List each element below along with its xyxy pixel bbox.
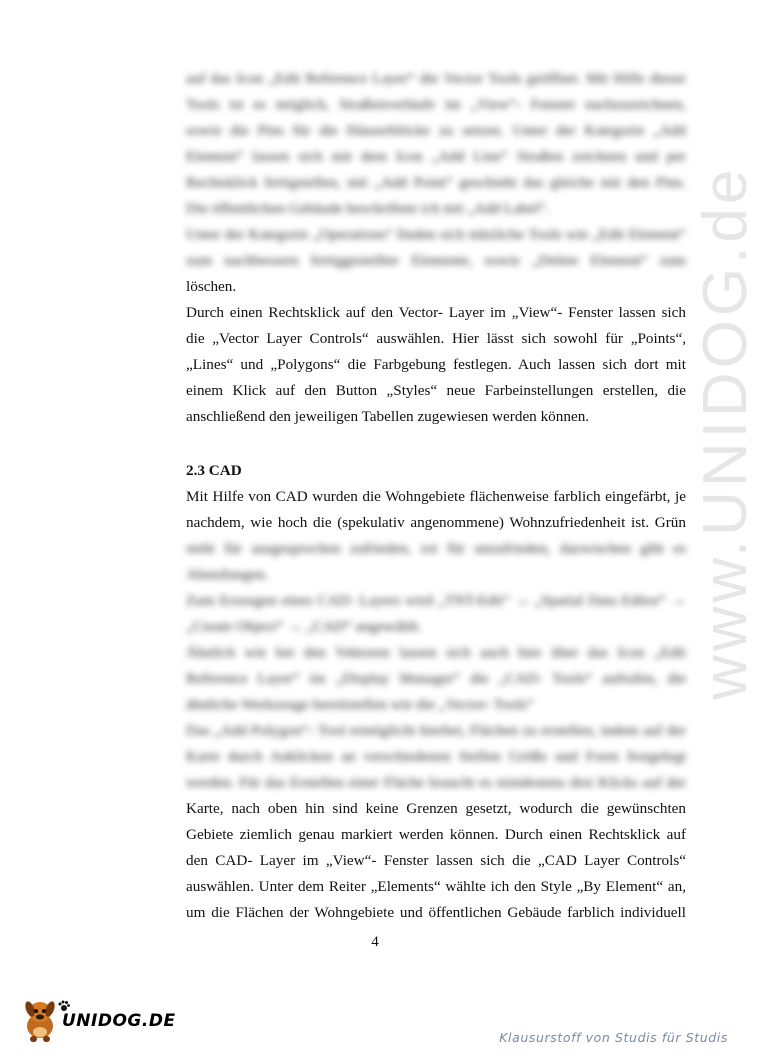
blurred-line: Die öffentlichen Gebäude beschriftete ich mit „Add Label“.	[186, 200, 550, 217]
blurred-line: Rechtsklick fertigstellen, mit „Add Point“ geschieht das gleiche mit den Pins.	[186, 174, 686, 191]
body-line: auswählen. Unter dem Reiter „Elements“ wählte ich den Style „By Element“ an,	[186, 878, 686, 895]
body-line: die „Vector Layer Controls“ auswählen. Hier lässt sich sowohl für „Points“,	[186, 330, 686, 347]
blurred-line: Element“ lassen sich mit dem Icon „Add Line“ Straßen zeichnen und per	[186, 148, 686, 165]
logo-text: UNIDOG.DE	[62, 1011, 176, 1031]
blurred-line: Zum Erzeugen eines CAD- Layers wird „TNT-Edit“ → „Spatial Data Editor“ →	[186, 592, 686, 609]
blurred-line: werden. Für das Erstellen einer Fläche braucht es mindestens drei Klicks auf der	[186, 774, 686, 791]
body-line: löschen.	[186, 278, 237, 295]
body-line: Durch einen Rechtsklick auf den Vector- Layer im „View“- Fenster lassen sich	[186, 304, 686, 321]
body-line: einem Klick auf den Button „Styles“ neue Farbeinstellungen erstellen, die	[186, 382, 686, 399]
body-line: um die Flächen der Wohngebiete und öffentlichen Gebäude farblich individuell	[186, 904, 686, 921]
section-2-text	[186, 458, 686, 926]
body-line: Karte, nach oben hin sind keine Grenzen gesetzt, wodurch die gewünschten	[186, 800, 686, 817]
body-line: den CAD- Layer im „View“- Fenster lassen sich die „CAD Layer Controls“	[186, 852, 686, 869]
page-number: 4	[371, 934, 379, 950]
body-line: anschließend den jeweiligen Tabellen zugewiesen werden können.	[186, 408, 590, 425]
body-line: Gebiete ziemlich genau markiert werden können. Durch einen Rechtsklick auf	[186, 826, 686, 843]
blurred-line: Abstufungen.	[186, 566, 269, 583]
blurred-line: steht für ausgesprochen zufrieden, rot für unzufrieden, dazwischen gibt es	[186, 540, 686, 557]
blurred-line: zum nachbessern fertiggestellter Elemente, sowie „Delete Element“ zum	[186, 252, 686, 269]
blurred-line: Unter der Kategorie „Operations“ finden sich nützliche Tools wie „Edit Element“	[186, 226, 686, 243]
dog-mascot-icon	[18, 996, 62, 1044]
body-line: nachdem, wie hoch die (spekulativ angenommene) Wohnzufriedenheit ist. Grün	[186, 514, 686, 531]
section-1-text	[186, 66, 686, 430]
blurred-line: Reference Layer“ im „Display Manager“ die „CAD- Tools“ aufrufen, die	[186, 670, 686, 687]
body-line: „Lines“ und „Polygons“ die Farbgebung festlegen. Auch lassen sich dort mit	[186, 356, 686, 373]
blurred-line: ähnliche Werkzeuge bereitstellen wie die „Vector- Tools“	[186, 696, 534, 713]
watermark: www.UNIDOG.de	[691, 165, 760, 700]
blurred-line: Ähnlich wie bei den Vektoren lassen sich auch hier über das Icon „Edit	[186, 644, 686, 661]
footer-tagline: Klausurstoff von Studis für Studis	[499, 1030, 728, 1045]
blurred-line: sowie die Pins für die Häuserblöcke zu setzen. Unter der Kategorie „Add	[186, 122, 686, 139]
body-line: Mit Hilfe von CAD wurden die Wohngebiete flächenweise farblich eingefärbt, je	[186, 488, 686, 505]
footer-logo[interactable]	[18, 996, 176, 1046]
blurred-line: Tools ist es möglich, Straßenverläufe im „View“- Fenster nachzuzeichnen,	[186, 96, 686, 113]
blurred-line: Karte durch Anklicken an verschiedenen Stellen Größe und Form festgelegt	[186, 748, 686, 765]
blurred-line: auf das Icon „Edit Reference Layer“ die Vector Tools geöffnet. Mit Hilfe dieser	[186, 70, 686, 87]
blurred-line: „Create Object“ → „CAD“ angewählt.	[186, 618, 422, 635]
blurred-line: Das „Add Polygon“- Tool ermöglicht hierbei, Flächen zu erstellen, indem auf der	[186, 722, 686, 739]
section-heading: 2.3 CAD	[186, 462, 242, 479]
